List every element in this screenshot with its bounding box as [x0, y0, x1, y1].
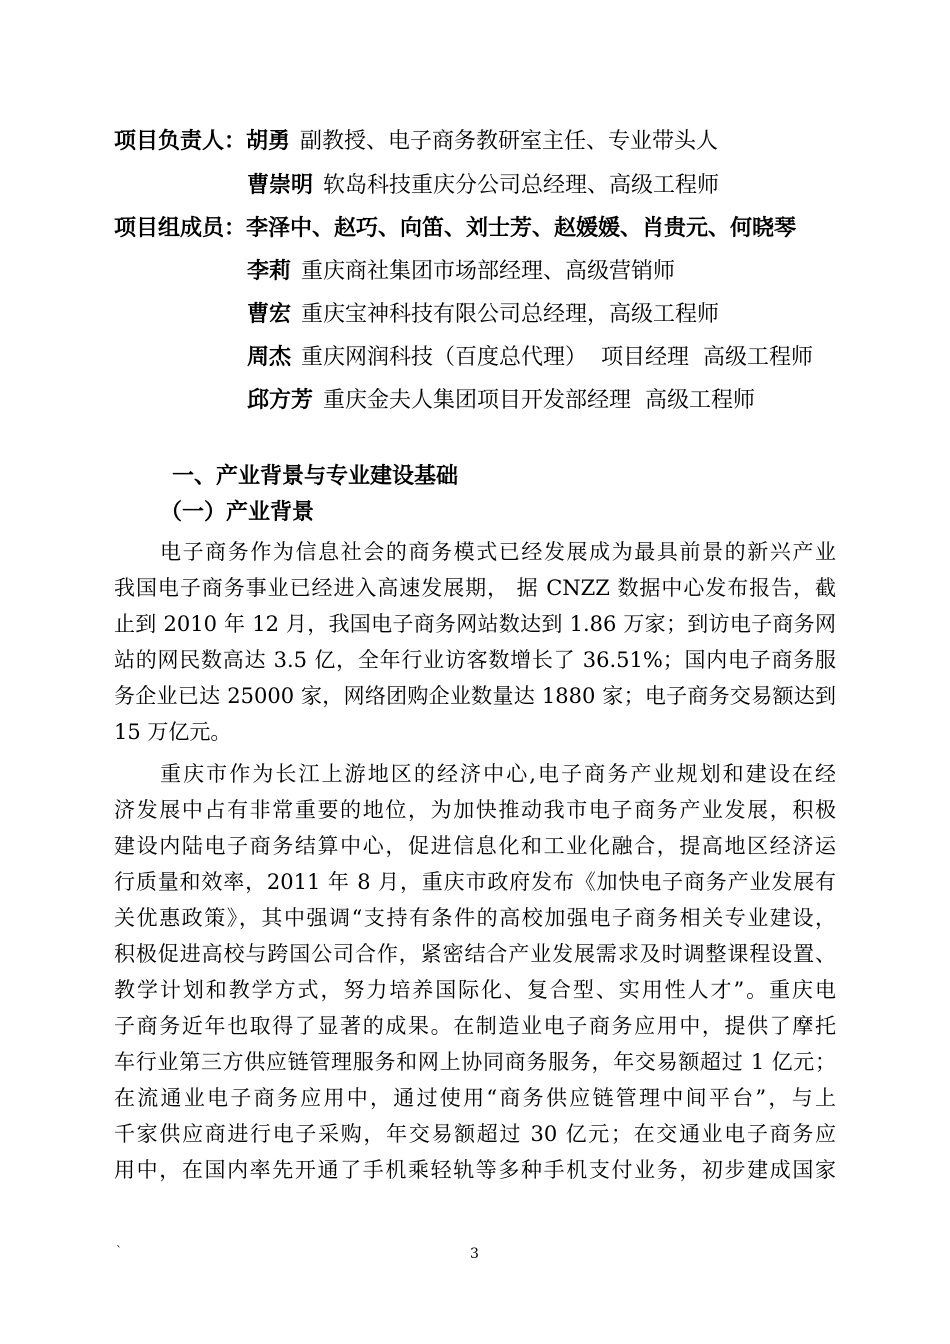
member-name: 周杰: [247, 344, 292, 370]
external-member-row: [247, 342, 813, 373]
members-list: 李泽中、赵巧、向笛、刘士芳、赵媛媛、肖贵元、何晓琴: [246, 215, 797, 241]
external-member-row: [247, 385, 755, 416]
paragraph-line: 建设内陆电子商务结算中心，促进信息化和工业化融合，提高地区经济运: [114, 834, 836, 858]
member-title: 重庆网润科技（百度总代理） 项目经理 高级工程师: [301, 345, 813, 370]
section-heading: 一、产业背景与专业建设基础: [172, 463, 459, 489]
leader-name: 曹崇明: [247, 172, 314, 198]
member-name: 李莉: [247, 258, 292, 284]
member-name: 曹宏: [247, 301, 292, 327]
paragraph-line: 用中，在国内率先开通了手机乘轻轨等多种手机支付业务，初步建成国家: [114, 1158, 836, 1182]
paragraph-line: 重庆市作为长江上游地区的经济中心,电子商务产业规划和建设在经: [160, 762, 836, 786]
paragraph-line: 积极促进高校与跨国公司合作，紧密结合产业发展需求及时调整课程设置、: [114, 942, 836, 966]
leader-row-2: [247, 170, 719, 201]
member-row: [114, 213, 796, 244]
paragraph-line: 止到 2010 年 12 月，我国电子商务网站数达到 1.86 万家；到访电子商务网: [114, 612, 836, 636]
member-title: 重庆宝神科技有限公司总经理，高级工程师: [301, 302, 720, 327]
paragraph-line: 子商务近年也取得了显著的成果。在制造业电子商务应用中，提供了摩托: [114, 1014, 836, 1038]
paragraph-line: 在流通业电子商务应用中，通过使用“商务供应链管理中间平台”，与上: [114, 1086, 836, 1110]
paragraph-line: 济发展中占有非常重要的地位，为加快推动我市电子商务产业发展，积极: [114, 798, 836, 822]
paragraph-line: 务企业已达 25000 家，网络团购企业数量达 1880 家；电子商务交易额达到: [114, 684, 836, 708]
footer-mark: `: [116, 1244, 122, 1258]
paragraph-line: 车行业第三方供应链管理服务和网上协同商务服务，年交易额超过 1 亿元；: [114, 1050, 836, 1074]
leader-row-1: [114, 126, 718, 157]
member-name: 邱方芳: [247, 387, 314, 413]
leader-name: 胡勇: [246, 128, 291, 154]
member-label: 项目组成员：: [114, 215, 247, 241]
paragraph-line: 15 万亿元。: [114, 720, 232, 744]
page-number: 3: [470, 1246, 479, 1262]
section-subheading: （一）产业背景: [160, 499, 315, 525]
member-title: 重庆商社集团市场部经理、高级营销师: [301, 259, 676, 284]
member-title: 重庆金夫人集团项目开发部经理 高级工程师: [323, 388, 756, 413]
paragraph-line: 教学计划和教学方式，努力培养国际化、复合型、实用性人才”。重庆电: [114, 978, 836, 1002]
leader-title: 软岛科技重庆分公司总经理、高级工程师: [323, 173, 720, 198]
paragraph-line: 站的网民数高达 3.5 亿，全年行业访客数增长了 36.51%；国内电子商务服: [114, 648, 836, 672]
leader-label: 项目负责人：: [114, 128, 247, 154]
paragraph-line: 电子商务作为信息社会的商务模式已经发展成为最具前景的新兴产业: [160, 540, 836, 564]
leader-title: 副教授、电子商务教研室主任、专业带头人: [300, 129, 719, 154]
paragraph-line: 我国电子商务事业已经进入高速发展期， 据 CNZZ 数据中心发布报告，截: [114, 576, 836, 600]
paragraph-line: 关优惠政策》，其中强调“支持有条件的高校加强电子商务相关专业建设，: [114, 906, 836, 930]
external-member-row: [247, 256, 675, 287]
paragraph-line: 千家供应商进行电子采购，年交易额超过 30 亿元；在交通业电子商务应: [114, 1122, 836, 1146]
external-member-row: [247, 299, 719, 330]
paragraph-line: 行质量和效率，2011 年 8 月，重庆市政府发布《加快电子商务产业发展有: [114, 870, 836, 894]
